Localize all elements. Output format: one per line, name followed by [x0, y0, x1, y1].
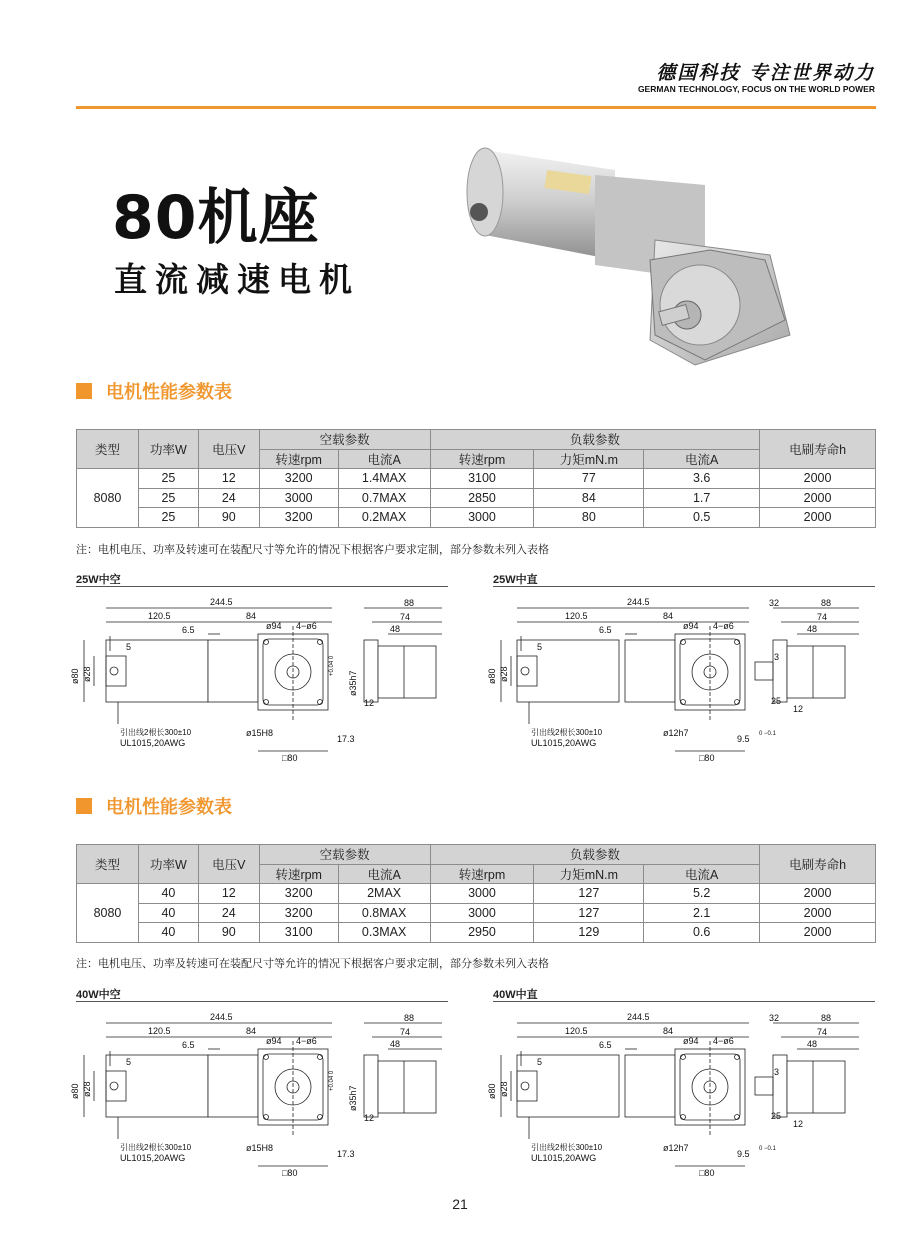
- section-heading-text: 电机性能参数表: [106, 382, 232, 403]
- dimension-label: 74: [817, 612, 828, 622]
- cell: 0.6: [644, 923, 760, 943]
- dimension-label: 48: [807, 624, 818, 634]
- cell: 40: [138, 884, 198, 904]
- motor-product-image: [455, 130, 800, 375]
- cell: 3100: [430, 469, 534, 489]
- dimension-label: 244.5: [210, 1012, 233, 1022]
- dimension-label: 12: [364, 698, 375, 708]
- section-heading-text: 电机性能参数表: [106, 797, 232, 818]
- drawing-divider: [493, 586, 875, 587]
- col-noload: 空载参数: [259, 845, 430, 865]
- table-row: [77, 923, 876, 943]
- section-heading-1: [76, 378, 232, 404]
- cell: 0.2MAX: [338, 508, 430, 528]
- dimension-label: 0 −0.1: [759, 1146, 776, 1152]
- dimension-label: 12: [793, 1119, 804, 1129]
- cell: 24: [198, 903, 259, 923]
- dimension-label: 25: [771, 1111, 782, 1121]
- dimension-label: ø94: [266, 621, 282, 631]
- dimension-label: ø94: [683, 1036, 699, 1046]
- dimension-label: 17.3: [337, 1149, 355, 1159]
- drawing-solid-25w: [487, 596, 882, 770]
- dimension-label: 88: [404, 598, 415, 608]
- col-l-current: 电流A: [644, 864, 760, 884]
- col-type: 类型: [77, 845, 139, 884]
- dimension-label: □80: [282, 753, 298, 763]
- cell: 3000: [430, 884, 534, 904]
- table-row: [77, 884, 876, 904]
- dimension-label: 32: [769, 598, 780, 608]
- dimension-label: 120.5: [148, 1026, 171, 1036]
- spec-table-1: [76, 429, 876, 528]
- page-number: 21: [452, 1196, 468, 1212]
- dimension-label: 引出线2根长300±10: [531, 728, 603, 737]
- dimension-label: UL1015,20AWG: [120, 738, 186, 748]
- cell: 1.4MAX: [338, 469, 430, 489]
- dimension-label: ø94: [266, 1036, 282, 1046]
- dimension-label: ø28: [499, 666, 509, 682]
- dimension-label: 引出线2根长300±10: [531, 1143, 603, 1152]
- dimension-label: 6.5: [599, 1040, 612, 1050]
- dimension-label: □80: [699, 1168, 715, 1178]
- drawing-divider: [76, 586, 448, 587]
- dimension-label: 12: [793, 704, 804, 714]
- cell: 3200: [259, 469, 338, 489]
- dimension-label: 6.5: [182, 1040, 195, 1050]
- dimension-label: 5: [537, 1057, 543, 1067]
- col-life: 电刷寿命h: [760, 845, 876, 884]
- dimension-label: UL1015,20AWG: [120, 1153, 186, 1163]
- dimension-label: 244.5: [210, 597, 233, 607]
- dimension-label: ø80: [70, 668, 80, 684]
- dimension-label: 84: [246, 1026, 257, 1036]
- cell: 40: [138, 903, 198, 923]
- technical-drawing: [70, 1011, 465, 1181]
- dimension-label: ø35h7: [348, 1085, 358, 1111]
- dimension-label: ø12h7: [663, 728, 689, 738]
- dimension-label: 74: [817, 1027, 828, 1037]
- page-title: 80机座: [112, 183, 320, 253]
- dimension-label: ø35h7: [348, 670, 358, 696]
- table-note-2: 注：电机电压、功率及转速可在装配尺寸等允许的情况下根据客户要求定制，部分参数未列入表格: [76, 957, 549, 970]
- cell: 2000: [760, 508, 876, 528]
- page-subtitle: 直流减速电机: [114, 260, 360, 299]
- dimension-label: 74: [400, 612, 411, 622]
- dimension-label: UL1015,20AWG: [531, 1153, 597, 1163]
- cell: 2000: [760, 469, 876, 489]
- col-l-speed: 转速rpm: [430, 864, 534, 884]
- dimension-label: 120.5: [148, 611, 171, 621]
- cell: 12: [198, 884, 259, 904]
- dimension-label: 引出线2根长300±10: [120, 1143, 192, 1152]
- cell: 3100: [259, 923, 338, 943]
- col-noload: 空载参数: [259, 430, 430, 450]
- dimension-label: 25: [771, 696, 782, 706]
- dimension-label: ø28: [82, 1081, 92, 1097]
- cell: 12: [198, 469, 259, 489]
- heading-marker: [76, 798, 92, 814]
- cell: 3200: [259, 884, 338, 904]
- dimension-label: ø80: [487, 668, 497, 684]
- cell: 2000: [760, 488, 876, 508]
- dimension-label: 4−ø6: [713, 621, 734, 631]
- dimension-label: 88: [404, 1013, 415, 1023]
- col-l-torque: 力矩mN.m: [534, 864, 644, 884]
- col-l-torque: 力矩mN.m: [534, 449, 644, 469]
- cell: 0.5: [644, 508, 760, 528]
- dimension-label: 120.5: [565, 1026, 588, 1036]
- dimension-label: ø15H8: [246, 728, 274, 738]
- dimension-label: 32: [769, 1013, 780, 1023]
- col-power: 功率W: [138, 845, 198, 884]
- cell: 3000: [259, 488, 338, 508]
- cell: 0.7MAX: [338, 488, 430, 508]
- section-heading-2: [76, 793, 232, 819]
- slogan-english: GERMAN TECHNOLOGY, FOCUS ON THE WORLD POWER: [637, 84, 875, 94]
- cell: 3000: [430, 903, 534, 923]
- cell: 90: [198, 508, 259, 528]
- table-note-1: 注：电机电压、功率及转速可在装配尺寸等允许的情况下根据客户要求定制，部分参数未列入表格: [76, 543, 549, 556]
- cell: 2000: [760, 923, 876, 943]
- cell: 25: [138, 508, 198, 528]
- cell: 2950: [430, 923, 534, 943]
- dimension-label: 74: [400, 1027, 411, 1037]
- dimension-label: ø28: [82, 666, 92, 682]
- col-l-speed: 转速rpm: [430, 449, 534, 469]
- cell: 40: [138, 923, 198, 943]
- dimension-label: +0.04 0: [329, 1070, 335, 1091]
- cell: 2.1: [644, 903, 760, 923]
- dimension-label: 9.5: [737, 734, 750, 744]
- dimension-label: □80: [282, 1168, 298, 1178]
- dimension-label: 4−ø6: [296, 1036, 317, 1046]
- cell: 1.7: [644, 488, 760, 508]
- col-nl-speed: 转速rpm: [259, 449, 338, 469]
- cell: 80: [534, 508, 644, 528]
- dimension-label: 88: [821, 598, 832, 608]
- dimension-label: 120.5: [565, 611, 588, 621]
- dimension-label: 6.5: [599, 625, 612, 635]
- dimension-label: 244.5: [627, 597, 650, 607]
- drawing-hollow-40w: [70, 1011, 465, 1185]
- drawing-hollow-25w: [70, 596, 465, 770]
- cell: 25: [138, 469, 198, 489]
- cell: 0.8MAX: [338, 903, 430, 923]
- table-row: [77, 469, 876, 489]
- drawing-divider: [76, 1001, 448, 1002]
- dimension-label: 引出线2根长300±10: [120, 728, 192, 737]
- dimension-label: 6.5: [182, 625, 195, 635]
- dimension-label: 0 −0.1: [759, 731, 776, 737]
- heading-marker: [76, 383, 92, 399]
- col-load: 负载参数: [430, 845, 760, 865]
- spec-table-2: [76, 844, 876, 943]
- cell: 127: [534, 903, 644, 923]
- col-life: 电刷寿命h: [760, 430, 876, 469]
- dimension-label: 48: [390, 1039, 401, 1049]
- cell: 3.6: [644, 469, 760, 489]
- drawing-solid-40w: [487, 1011, 882, 1185]
- drawing-title: 25W中空: [76, 574, 121, 586]
- dimension-label: 84: [246, 611, 257, 621]
- dimension-label: 5: [126, 1057, 132, 1067]
- cell: 5.2: [644, 884, 760, 904]
- cell: 3200: [259, 508, 338, 528]
- cell-type: 8080: [77, 469, 139, 528]
- col-power: 功率W: [138, 430, 198, 469]
- col-voltage: 电压V: [198, 430, 259, 469]
- col-l-current: 电流A: [644, 449, 760, 469]
- dimension-label: UL1015,20AWG: [531, 738, 597, 748]
- technical-drawing: [487, 1011, 882, 1181]
- cell: 3200: [259, 903, 338, 923]
- table-row: [77, 488, 876, 508]
- cell-type: 8080: [77, 884, 139, 943]
- dimension-label: +0.04 0: [329, 655, 335, 676]
- dimension-label: 3: [774, 1067, 780, 1077]
- dimension-label: 17.3: [337, 734, 355, 744]
- cell: 2850: [430, 488, 534, 508]
- cell: 90: [198, 923, 259, 943]
- table-row: [77, 508, 876, 528]
- dimension-label: ø80: [70, 1083, 80, 1099]
- dimension-label: □80: [699, 753, 715, 763]
- col-voltage: 电压V: [198, 845, 259, 884]
- header-divider: [76, 106, 876, 109]
- technical-drawing: [487, 596, 882, 766]
- cell: 127: [534, 884, 644, 904]
- cell: 129: [534, 923, 644, 943]
- dimension-label: ø94: [683, 621, 699, 631]
- cell: 0.3MAX: [338, 923, 430, 943]
- cell: 77: [534, 469, 644, 489]
- dimension-label: ø28: [499, 1081, 509, 1097]
- dimension-label: 4−ø6: [713, 1036, 734, 1046]
- table-row: [77, 903, 876, 923]
- col-nl-current: 电流A: [338, 449, 430, 469]
- col-type: 类型: [77, 430, 139, 469]
- cell: 2MAX: [338, 884, 430, 904]
- dimension-label: 48: [807, 1039, 818, 1049]
- drawing-divider: [493, 1001, 875, 1002]
- slogan-chinese: 德国科技 专注世界动力: [656, 62, 875, 84]
- dimension-label: 5: [537, 642, 543, 652]
- dimension-label: 4−ø6: [296, 621, 317, 631]
- dimension-label: 88: [821, 1013, 832, 1023]
- dimension-label: 9.5: [737, 1149, 750, 1159]
- dimension-label: 12: [364, 1113, 375, 1123]
- dimension-label: 48: [390, 624, 401, 634]
- cell: 84: [534, 488, 644, 508]
- dimension-label: ø80: [487, 1083, 497, 1099]
- dimension-label: ø15H8: [246, 1143, 274, 1153]
- col-nl-speed: 转速rpm: [259, 864, 338, 884]
- cell: 24: [198, 488, 259, 508]
- dimension-label: ø12h7: [663, 1143, 689, 1153]
- cell: 2000: [760, 884, 876, 904]
- drawing-title: 25W中直: [493, 574, 538, 586]
- dimension-label: 84: [663, 611, 674, 621]
- col-nl-current: 电流A: [338, 864, 430, 884]
- dimension-label: 84: [663, 1026, 674, 1036]
- dimension-label: 5: [126, 642, 132, 652]
- cell: 25: [138, 488, 198, 508]
- technical-drawing: [70, 596, 465, 766]
- col-load: 负载参数: [430, 430, 760, 450]
- drawing-title: 40W中直: [493, 989, 538, 1001]
- drawing-title: 40W中空: [76, 989, 121, 1001]
- dimension-label: 3: [774, 652, 780, 662]
- dimension-label: 244.5: [627, 1012, 650, 1022]
- cell: 2000: [760, 903, 876, 923]
- cell: 3000: [430, 508, 534, 528]
